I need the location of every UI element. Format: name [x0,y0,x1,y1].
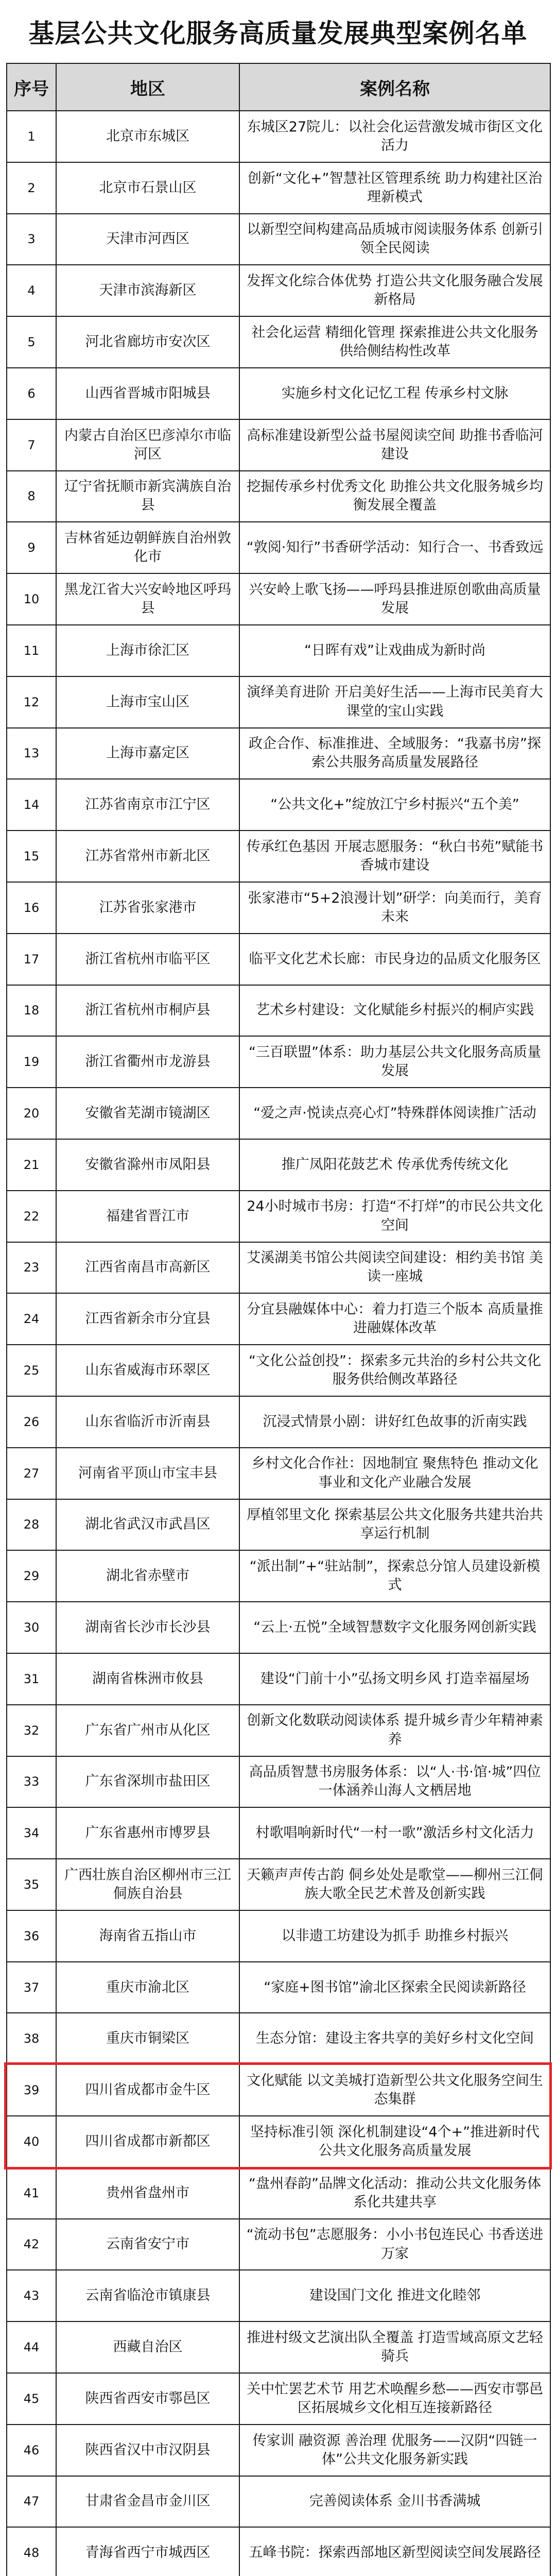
table-row [7,2527,550,2576]
cell-case: 艺术乡村建设：文化赋能乡村振兴的桐庐实践 [239,985,550,1037]
cell-case: 实施乡村文化记忆工程 传承乡村文脉 [239,368,550,419]
cell-no: 43 [7,2270,56,2321]
cell-case: “文化公益创投”：探索多元共治的乡村公共文化服务供给侧改革路径 [239,1345,550,1396]
cell-no: 19 [7,1036,56,1088]
cell-case: 创新“文化+”智慧社区管理系统 助力构建社区治理新模式 [239,162,550,214]
cell-case: 社会化运营 精细化管理 探索推进公共文化服务供给侧结构性改革 [239,316,550,368]
cell-region: 湖南省株洲市攸县 [56,1653,239,1705]
table-row [7,831,550,882]
cell-no: 23 [7,1242,56,1294]
cell-no: 34 [7,1807,56,1859]
cell-no: 7 [7,419,56,471]
cell-case: 张家港市“5+2浪漫计划”研学：向美而行，美育未来 [239,882,550,934]
cell-no: 42 [7,2219,56,2270]
cell-no: 48 [7,2527,56,2576]
table-body [7,111,550,2576]
cell-case: “云上·五悦”全域智慧数字文化服务网创新实践 [239,1602,550,1653]
table-row [7,2270,550,2321]
cell-case: 沉浸式情景小剧：讲好红色故事的沂南实践 [239,1396,550,1448]
cell-no: 5 [7,316,56,368]
cell-region: 甘肃省金昌市金川区 [56,2476,239,2528]
cell-no: 20 [7,1088,56,1139]
table-row [7,1396,550,1448]
cell-region: 吉林省延边朝鲜族自治州敦化市 [56,522,239,573]
table-row [7,2373,550,2425]
cell-case: 创新文化数联动阅读体系 提升城乡青少年精神素养 [239,1705,550,1756]
cell-region: 江西省新余市分宜县 [56,1293,239,1345]
cell-no: 14 [7,779,56,831]
table-row [7,2219,550,2270]
cell-case: “三百联盟”体系：助力基层公共文化服务高质量发展 [239,1036,550,1088]
table-row [7,1602,550,1653]
cell-no: 40 [7,2116,56,2167]
cell-no: 30 [7,1602,56,1653]
cell-no: 6 [7,368,56,419]
page-title: 基层公共文化服务高质量发展典型案例名单 [28,19,528,48]
cell-no: 16 [7,882,56,934]
cell-no: 2 [7,162,56,214]
cell-case: “爱之声·悦读点亮心灯”特殊群体阅读推广活动 [239,1088,550,1139]
cell-no: 37 [7,1962,56,2013]
cell-case: “流动书包”志愿服务：小小书包连民心 书香送进万家 [239,2219,550,2270]
cell-no: 17 [7,934,56,985]
table-row [7,934,550,985]
cell-region: 云南省安宁市 [56,2219,239,2270]
cell-case: 24小时城市书房：打造“不打烊”的市民公共文化空间 [239,1191,550,1242]
cell-region: 安徽省滁州市凤阳县 [56,1139,239,1191]
cell-no: 26 [7,1396,56,1448]
cell-region: 湖北省赤壁市 [56,1550,239,1602]
table-row [7,1910,550,1962]
cell-case: “日晖有戏”让戏曲成为新时尚 [239,625,550,676]
table-header-row [7,63,550,111]
cell-region: 江苏省张家港市 [56,882,239,934]
header-region: 地区 [56,63,239,111]
cell-case: 推广凤阳花鼓艺术 传承优秀传统文化 [239,1139,550,1191]
cell-no: 24 [7,1293,56,1345]
cell-region: 山东省威海市环翠区 [56,1345,239,1396]
cell-region: 上海市嘉定区 [56,728,239,779]
cell-case: 村歌唱响新时代“一村一歌”激活乡村文化活力 [239,1807,550,1859]
cell-no: 9 [7,522,56,573]
table-row [7,2064,550,2116]
cell-case: 传家训 融资源 善治理 优服务——汉阴“四链一体”公共文化服务新实践 [239,2425,550,2476]
table-row [7,1088,550,1139]
cell-case: 东城区27院儿：以社会化运营激发城市街区文化活力 [239,111,550,162]
cell-case: 文化赋能 以文美城打造新型公共文化服务空间生态集群 [239,2064,550,2116]
cell-case: 以新型空间构建高品质城市阅读服务体系 创新引领全民阅读 [239,214,550,265]
cell-region: 陕西省汉中市汉阴县 [56,2425,239,2476]
cell-no: 18 [7,985,56,1037]
table-row [7,779,550,831]
cell-case: 临平文化艺术长廊：市民身边的品质文化服务区 [239,934,550,985]
cell-no: 4 [7,265,56,316]
header-no: 序号 [7,63,56,111]
cell-no: 21 [7,1139,56,1191]
table-row [7,882,550,934]
cell-case: 高品质智慧书房服务体系：以“人·书·馆·城”四位一体涵养山海人文栖居地 [239,1756,550,1808]
cell-region: 山东省临沂市沂南县 [56,1396,239,1448]
cell-case: 天籁声声传古韵 侗乡处处是歌堂——柳州三江侗族大歌全民艺术普及创新实践 [239,1859,550,1910]
table-row [7,2425,550,2476]
table-row [7,2476,550,2528]
cell-no: 39 [7,2064,56,2116]
table-row [7,985,550,1037]
cell-case: “家庭+图书馆”渝北区探索全民阅读新路径 [239,1962,550,2013]
table-row [7,1705,550,1756]
cell-region: 广西壮族自治区柳州市三江侗族自治县 [56,1859,239,1910]
cell-case: 高标准建设新型公益书屋阅读空间 助推书香临河建设 [239,419,550,471]
cell-no: 29 [7,1550,56,1602]
cell-case: 生态分馆：建设主客共享的美好乡村文化空间 [239,2013,550,2064]
table-row [7,2321,550,2373]
cell-case: “敦阅·知行”书香研学活动：知行合一、书香致远 [239,522,550,573]
cell-region: 四川省成都市新都区 [56,2116,239,2167]
cell-no: 22 [7,1191,56,1242]
cell-region: 河南省平顶山市宝丰县 [56,1448,239,1499]
cell-region: 西藏自治区 [56,2321,239,2373]
cell-case: 乡村文化合作社：因地制宜 聚焦特色 推动文化事业和文化产业融合发展 [239,1448,550,1499]
cell-region: 安徽省芜湖市镜湖区 [56,1088,239,1139]
cell-case: 以非遗工坊建设为抓手 助推乡村振兴 [239,1910,550,1962]
cell-region: 辽宁省抚顺市新宾满族自治县 [56,471,239,522]
cell-no: 33 [7,1756,56,1808]
cell-case: 厚植邻里文化 探索基层公共文化服务共建共治共享运行机制 [239,1499,550,1551]
cell-case: “公共文化+”绽放江宁乡村振兴“五个美” [239,779,550,831]
cell-region: 云南省临沧市镇康县 [56,2270,239,2321]
cell-region: 湖南省长沙市长沙县 [56,1602,239,1653]
cell-no: 47 [7,2476,56,2528]
cell-case: 分宜县融媒体中心：着力打造三个版本 高质量推进融媒体改革 [239,1293,550,1345]
cell-no: 38 [7,2013,56,2064]
cell-region: 海南省五指山市 [56,1910,239,1962]
cell-no: 28 [7,1499,56,1551]
cell-region: 福建省晋江市 [56,1191,239,1242]
table-row [7,728,550,779]
cell-region: 江苏省南京市江宁区 [56,779,239,831]
table-row [7,316,550,368]
cell-no: 13 [7,728,56,779]
cell-no: 27 [7,1448,56,1499]
cell-no: 10 [7,573,56,625]
cell-case: 推进村级文艺演出队全覆盖 打造雪域高原文艺轻骑兵 [239,2321,550,2373]
cell-case: “盘州春韵”品牌文化活动：推动公共文化服务体系化共建共享 [239,2167,550,2219]
table-row [7,2167,550,2219]
cell-no: 46 [7,2425,56,2476]
cell-case: “派出制”+“驻站制”，探索总分馆人员建设新模式 [239,1550,550,1602]
cell-case: 传承红色基因 开展志愿服务：“秋白书苑”赋能书香城市建设 [239,831,550,882]
cell-no: 31 [7,1653,56,1705]
cell-no: 15 [7,831,56,882]
cell-region: 上海市徐汇区 [56,625,239,676]
cell-region: 江苏省常州市新北区 [56,831,239,882]
cell-case: 五峰书院：探索西部地区新型阅读空间发展路径 [239,2527,550,2576]
cell-case: 建设“门前十小”弘扬文明乡风 打造幸福屋场 [239,1653,550,1705]
table-row [7,1962,550,2013]
cell-region: 重庆市铜梁区 [56,2013,239,2064]
cell-no: 3 [7,214,56,265]
cell-no: 35 [7,1859,56,1910]
table-row [7,471,550,522]
cell-region: 浙江省杭州市桐庐县 [56,985,239,1037]
table-row [7,1191,550,1242]
cell-region: 浙江省衢州市龙游县 [56,1036,239,1088]
cell-region: 江西省南昌市高新区 [56,1242,239,1294]
cell-region: 青海省西宁市城西区 [56,2527,239,2576]
cell-region: 天津市滨海新区 [56,265,239,316]
table-row [7,162,550,214]
cell-case: 完善阅读体系 金川书香满城 [239,2476,550,2528]
table-row [7,522,550,573]
table-row [7,1293,550,1345]
table-row [7,676,550,728]
table-row [7,368,550,419]
cell-case: 关中忙罢艺术节 用艺术唤醒乡愁——西安市鄠邑区拓展城乡文化相互连接新路径 [239,2373,550,2425]
cell-region: 浙江省杭州市临平区 [56,934,239,985]
cell-no: 44 [7,2321,56,2373]
table-row [7,2116,550,2167]
cell-case: 发挥文化综合体优势 打造公共文化服务融合发展新格局 [239,265,550,316]
table-row [7,1448,550,1499]
table-row [7,1859,550,1910]
cell-region: 山西省晋城市阳城县 [56,368,239,419]
cell-region: 广东省深圳市盐田区 [56,1756,239,1808]
table-row [7,1242,550,1294]
table-row [7,214,550,265]
cell-region: 广东省广州市从化区 [56,1705,239,1756]
table-row [7,1550,550,1602]
cell-no: 45 [7,2373,56,2425]
table-row [7,2013,550,2064]
cell-region: 河北省廊坊市安次区 [56,316,239,368]
cell-case: 演绎美育进阶 开启美好生活——上海市民美育大课堂的宝山实践 [239,676,550,728]
table-row [7,1139,550,1191]
cell-no: 12 [7,676,56,728]
cell-no: 25 [7,1345,56,1396]
cell-region: 四川省成都市金牛区 [56,2064,239,2116]
cell-region: 贵州省盘州市 [56,2167,239,2219]
cell-region: 重庆市渝北区 [56,1962,239,2013]
header-case: 案例名称 [239,63,550,111]
table-row [7,419,550,471]
table-row [7,1756,550,1808]
cell-region: 北京市石景山区 [56,162,239,214]
cell-region: 天津市河西区 [56,214,239,265]
table-row [7,1807,550,1859]
cell-region: 陕西省西安市鄠邑区 [56,2373,239,2425]
cell-case: 兴安岭上歌飞扬——呼玛县推进原创歌曲高质量发展 [239,573,550,625]
cell-region: 湖北省武汉市武昌区 [56,1499,239,1551]
cell-no: 8 [7,471,56,522]
cell-no: 32 [7,1705,56,1756]
cell-no: 36 [7,1910,56,1962]
cell-case: 挖掘传承乡村优秀文化 助推公共文化服务城乡均衡发展全覆盖 [239,471,550,522]
cell-region: 内蒙古自治区巴彦淖尔市临河区 [56,419,239,471]
cell-no: 11 [7,625,56,676]
table-row [7,1499,550,1551]
cell-no: 1 [7,111,56,162]
cell-no: 41 [7,2167,56,2219]
table-row [7,573,550,625]
table-row [7,1653,550,1705]
case-table [6,63,551,2576]
table-row [7,111,550,162]
cell-case: 建设国门文化 推进文化睦邻 [239,2270,550,2321]
table-row [7,1345,550,1396]
table-row [7,265,550,316]
cell-region: 上海市宝山区 [56,676,239,728]
cell-case: 艾溪湖美书馆公共阅读空间建设：相约美书馆 美读一座城 [239,1242,550,1294]
cell-region: 北京市东城区 [56,111,239,162]
cell-case: 坚持标准引领 深化机制建设“4个+”推进新时代公共文化服务高质量发展 [239,2116,550,2167]
cell-case: 政企合作、标准推进、全域服务：“我嘉书房”探索公共服务高质量发展路径 [239,728,550,779]
table-row [7,1036,550,1088]
cell-region: 黑龙江省大兴安岭地区呼玛县 [56,573,239,625]
table-row [7,625,550,676]
cell-region: 广东省惠州市博罗县 [56,1807,239,1859]
